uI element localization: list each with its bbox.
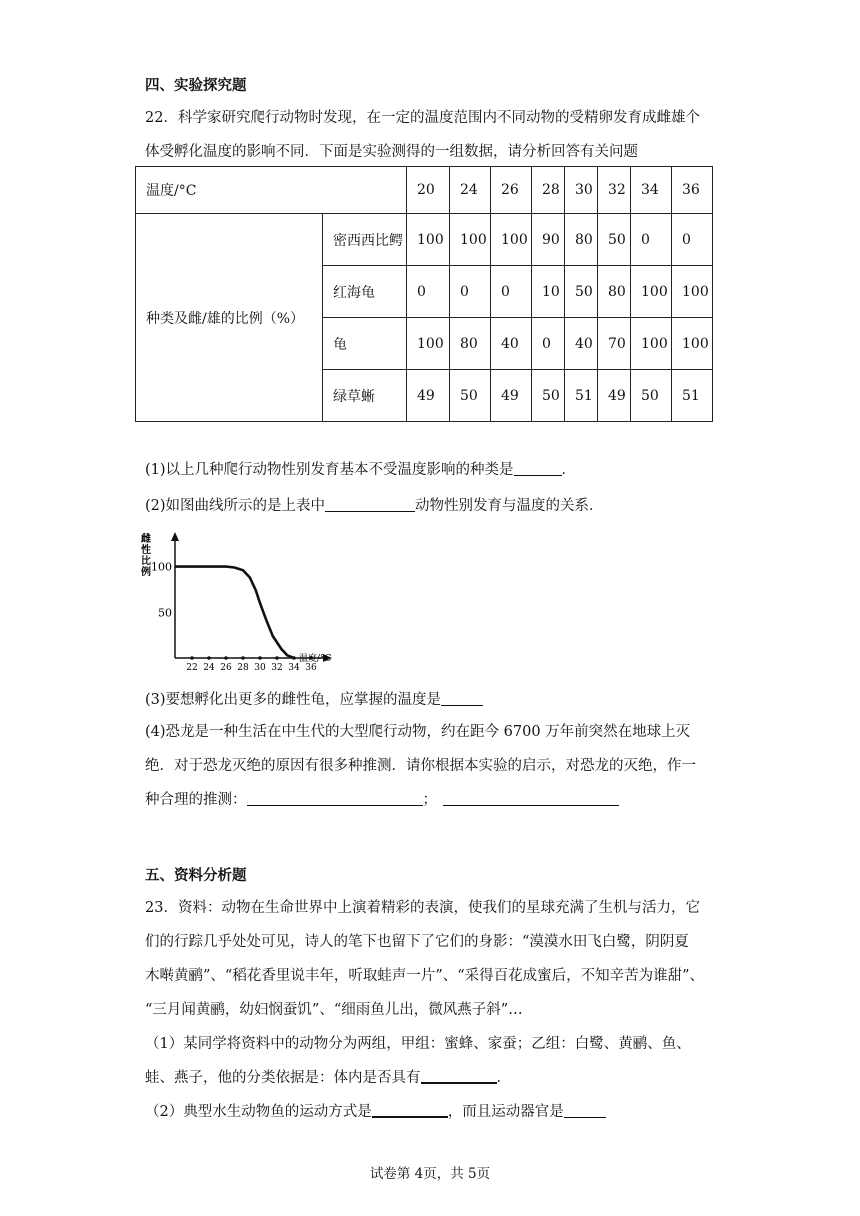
table-value-cell: 100 [672,318,713,370]
table-value-cell: 80 [565,214,598,266]
question-22-3 [145,688,483,709]
table-temp-cell: 36 [672,167,713,214]
question-23-1-end: ． [496,1070,511,1086]
table-value-cell: 50 [565,266,598,318]
question-22-2-text: (2)如图曲线所示的是上表中 [145,498,326,514]
table-value-cell: 0 [491,266,532,318]
table-value-cell: 100 [631,318,672,370]
table-value-cell: 49 [598,370,631,422]
question-22-2 [145,494,604,515]
question-22-4-text: 种合理的推测： [145,792,247,808]
question-22-4-line-2: 绝．对于恐龙灭绝的原因有很多种推测．请你根据本实验的启示，对恐龙的灭绝，作一 [145,758,696,774]
table-temp-cell: 30 [565,167,598,214]
y-axis-label-char: 雌 [141,534,151,545]
table-group-label: 种类及雌/雄的比例（%） [136,214,323,422]
x-tick-dot [275,656,279,660]
table-species-cell: 绿草蜥 [323,370,407,422]
y-tick-label: 50 [158,606,172,620]
table-temp-cell: 24 [450,167,491,214]
y-axis-label-char: 例 [141,567,151,578]
table-value-cell: 50 [598,214,631,266]
x-tick-label: 28 [237,663,249,673]
question-23-text-line-3: 木啭黄鹂”、“稻花香里说丰年，听取蛙声一片”、“采得百花成蜜后，不知辛苦为谁甜”、 [145,968,705,984]
x-tick-label: 36 [305,663,317,673]
table-species-cell: 龟 [323,318,407,370]
table-value-cell: 0 [532,318,565,370]
table-species-cell: 密西西比鳄 [323,214,407,266]
answer-blank-22-1[interactable] [514,461,562,476]
answer-blank-22-3[interactable] [441,691,483,706]
question-22-text-line-1: 22．科学家研究爬行动物时发现，在一定的温度范围内不同动物的受精卵发育成雌雄个 [145,110,700,126]
table-value-cell: 50 [532,370,565,422]
x-axis-label: 温度/°C [299,654,332,664]
table-value-cell: 0 [450,266,491,318]
table-value-cell: 80 [450,318,491,370]
page-footer: 试卷第 4页，共 5页 [369,1166,491,1182]
table-value-cell: 0 [407,266,450,318]
answer-blank-22-2[interactable] [325,497,415,512]
y-axis-label [140,532,151,578]
question-22-3-text: (3)要想孵化出更多的雌性龟，应掌握的温度是 [145,692,442,708]
question-23-1-line-1: （1）某同学将资料中的动物分为两组，甲组：蜜蜂、家蚕；乙组：白鹭、黄鹂、鱼、 [145,1036,691,1052]
table-value-cell: 50 [631,370,672,422]
table-value-cell: 100 [631,266,672,318]
table-value-cell: 40 [565,318,598,370]
question-22-text-line-2: 体受孵化温度的影响不同．下面是实验测得的一组数据，请分析回答有关问题 [145,144,638,160]
y-axis-arrow-icon [171,532,179,541]
x-tick-dot [190,656,194,660]
table-species-cell: 红海龟 [323,266,407,318]
table-value-cell: 100 [491,214,532,266]
answer-blank-23-2b[interactable] [564,1103,606,1118]
question-22-4-line-1: (4)恐龙是一种生活在中生代的大型爬行动物，约在距今 6700 万年前突然在地球上灭 [145,724,691,740]
y-axis-label-char: 性 [141,545,151,556]
question-23-1-text: 蛙、燕子，他的分类依据是：体内是否具有 [145,1070,421,1086]
table-value-cell: 100 [407,214,450,266]
x-tick-label: 30 [254,663,266,673]
table-value-cell: 10 [532,266,565,318]
x-tick-dot [241,656,245,660]
table-value-cell: 49 [407,370,450,422]
question-23-text-line-2: 们的行踪几乎处处可见，诗人的笔下也留下了它们的身影：“漠漠水田飞白鹭，阴阴夏 [145,934,689,950]
y-tick-label: 100 [151,560,172,574]
question-23-2-text: （2）典型水生动物鱼的运动方式是 [145,1104,372,1120]
x-tick-label: 32 [271,663,283,673]
data-table [135,166,713,422]
table-value-cell: 100 [407,318,450,370]
question-22-2-end: 动物性别发育与温度的关系． [415,498,604,514]
question-22-1-end: ． [561,462,577,478]
x-tick-dot [258,656,262,660]
table-temp-cell: 34 [631,167,672,214]
answer-blank-23-2a[interactable] [372,1102,448,1118]
table-value-cell: 50 [450,370,491,422]
table-value-cell: 51 [565,370,598,422]
table-temp-cell: 26 [491,167,532,214]
x-tick-label: 22 [186,663,198,673]
question-22-1 [145,458,576,479]
y-axis-label-char: 比 [141,556,151,567]
x-tick-label: 24 [203,663,215,673]
question-23-1-line-2 [145,1066,511,1087]
table-value-cell: 51 [672,370,713,422]
table-value-cell: 70 [598,318,631,370]
answer-blank-22-4a[interactable] [247,791,423,806]
x-tick-dot [224,656,228,660]
table-value-cell: 0 [631,214,672,266]
table-value-cell: 0 [672,214,713,266]
question-23-2-mid: ，而且运动器官是 [447,1104,564,1120]
answer-blank-23-1[interactable] [421,1068,497,1084]
question-22-1-text: (1)以上几种爬行动物性别发育基本不受温度影响的种类是 [145,462,514,478]
female-ratio-chart [140,530,350,673]
table-value-cell: 90 [532,214,565,266]
table-temp-cell: 28 [532,167,565,214]
x-tick-label: 26 [220,663,232,673]
question-22-4-sep: ； [422,792,437,808]
table-value-cell: 80 [598,266,631,318]
table-value-cell: 49 [491,370,532,422]
x-tick-dot [207,656,211,660]
answer-blank-22-4b[interactable] [443,791,619,806]
table-header-label: 温度/°C [136,167,407,214]
table-value-cell: 100 [672,266,713,318]
table-row [136,214,713,266]
section-4-heading: 四、实验探究题 [145,77,247,94]
table-value-cell: 100 [450,214,491,266]
table-value-cell: 40 [491,318,532,370]
section-5-heading: 五、资料分析题 [145,867,247,884]
table-temp-cell: 32 [598,167,631,214]
question-22-4-line-3 [145,788,619,809]
question-23-text-line-1: 23．资料：动物在生命世界中上演着精彩的表演，使我们的星球充满了生机与活力，它 [145,900,700,916]
series-line [175,567,294,658]
question-23-2 [145,1100,606,1121]
table-temp-cell: 20 [407,167,450,214]
question-23-text-line-4: “三月闻黄鹂，幼妇悯蚕饥”、“细雨鱼儿出，微风燕子斜”… [145,1002,523,1018]
x-tick-label: 34 [288,663,300,673]
